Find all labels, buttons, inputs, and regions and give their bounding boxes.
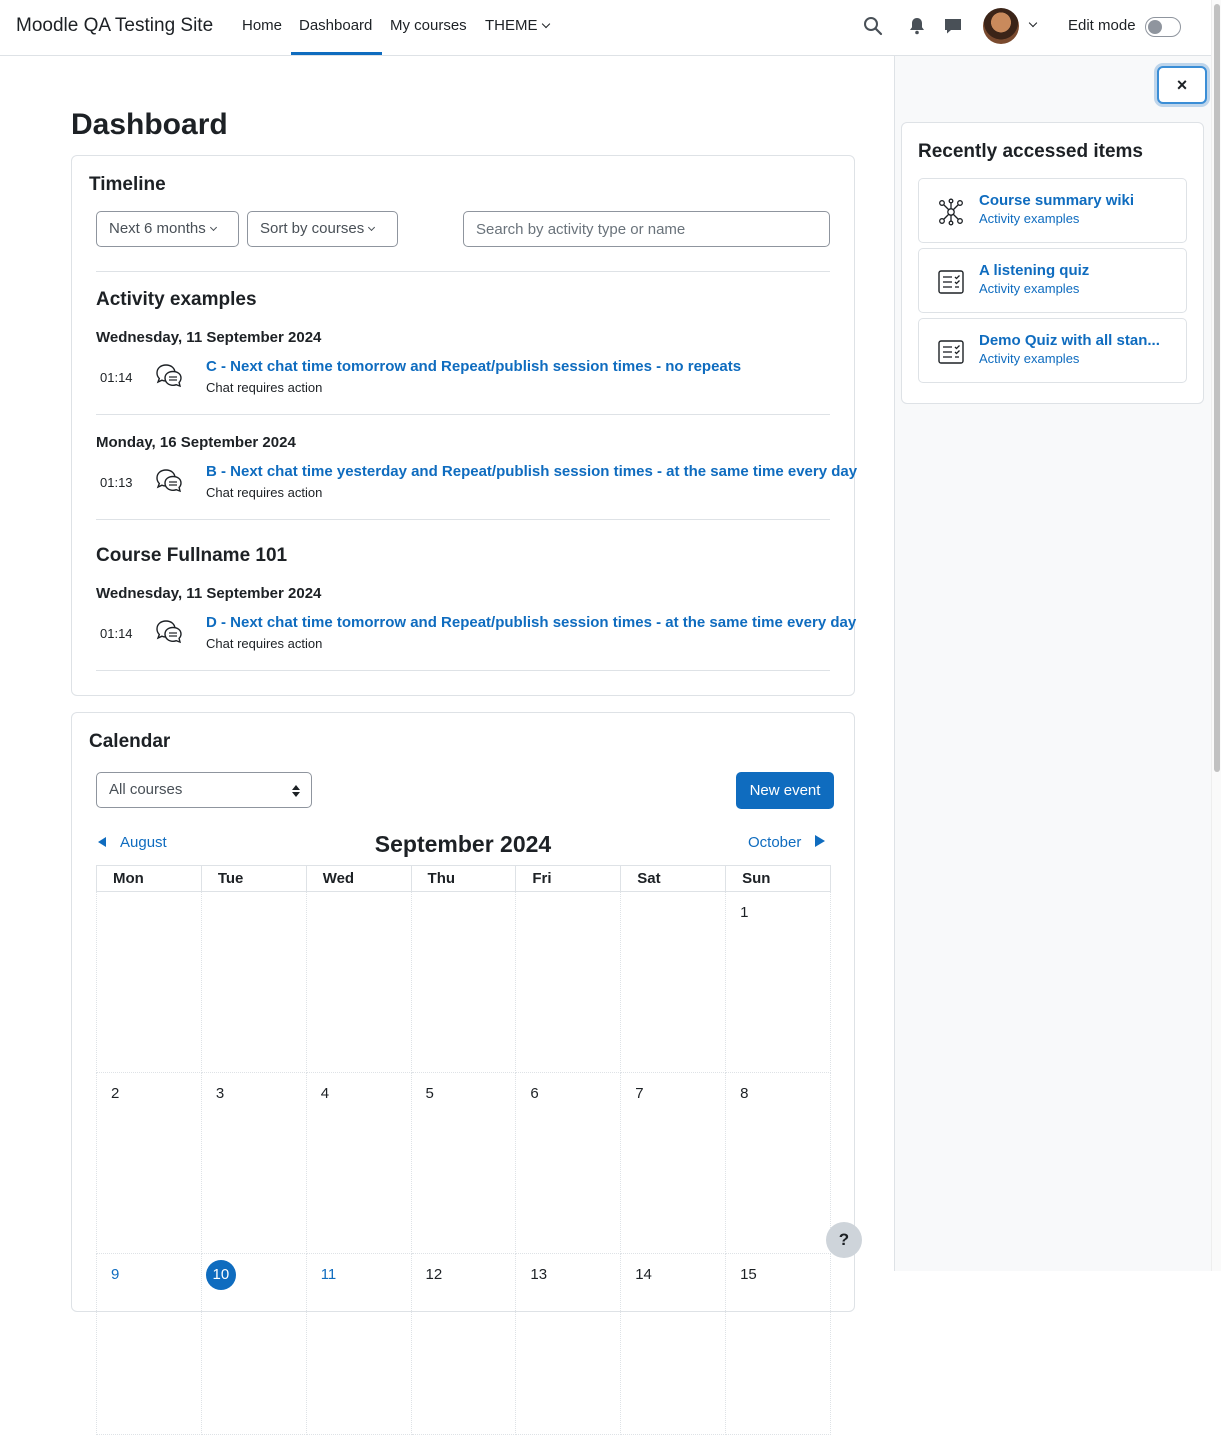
recent-item[interactable] [918, 318, 1187, 383]
calendar-course-select[interactable] [96, 772, 312, 808]
chevron-down-icon [210, 224, 217, 231]
recent-item[interactable] [918, 248, 1187, 313]
recent-items-block [901, 122, 1204, 404]
timeline-date: Wednesday, 11 September 2024 [96, 585, 322, 602]
calendar-day[interactable]: 13 [516, 1254, 621, 1435]
nav-active-indicator [291, 52, 382, 55]
messages-icon[interactable] [943, 16, 963, 36]
chevron-down-icon [541, 20, 549, 28]
calendar-day[interactable]: 1 [726, 892, 831, 1073]
calendar-title: Calendar [89, 731, 171, 752]
recent-item-course: Activity examples [979, 351, 1080, 366]
quiz-icon [937, 268, 965, 296]
weekday-header: Wed [306, 866, 411, 892]
calendar-day[interactable] [201, 892, 306, 1073]
divider [96, 271, 830, 272]
divider [96, 670, 830, 671]
chat-icon [154, 617, 184, 647]
course-select-label: All courses [109, 781, 183, 798]
calendar-day[interactable]: 7 [621, 1073, 726, 1254]
nav-theme-label: THEME [485, 17, 538, 34]
recent-item-course: Activity examples [979, 281, 1080, 296]
timeline-date: Wednesday, 11 September 2024 [96, 329, 322, 346]
event-time: 01:14 [100, 626, 133, 641]
timeline-course-name: Course Fullname 101 [96, 545, 288, 566]
calendar-day[interactable]: 15 [726, 1254, 831, 1435]
event-action: Chat requires action [206, 485, 323, 500]
timeline-date: Monday, 16 September 2024 [96, 434, 296, 451]
chevron-down-icon [368, 224, 375, 231]
user-menu-chevron-down-icon[interactable] [1029, 19, 1037, 27]
navbar [0, 0, 1211, 56]
quiz-icon [937, 338, 965, 366]
weekday-header: Tue [201, 866, 306, 892]
timeline-sort-filter[interactable] [247, 211, 398, 247]
timeline-title: Timeline [89, 174, 166, 195]
calendar-day[interactable]: 11 [306, 1254, 411, 1435]
right-drawer [894, 56, 1211, 1271]
calendar-block [71, 712, 855, 1312]
recent-item-course: Activity examples [979, 211, 1080, 226]
divider [96, 519, 830, 520]
calendar-day[interactable] [306, 892, 411, 1073]
nav-my-courses[interactable]: My courses [390, 17, 467, 34]
edit-mode-label: Edit mode [1068, 17, 1136, 34]
toggle-knob [1148, 20, 1162, 34]
weekday-header: Sun [726, 866, 831, 892]
timeline-block [71, 155, 858, 696]
calendar-day[interactable]: 12 [411, 1254, 516, 1435]
next-month-link[interactable] [748, 834, 825, 851]
nav-dashboard[interactable]: Dashboard [299, 17, 373, 34]
weekday-header: Thu [411, 866, 516, 892]
new-event-button[interactable]: New event [736, 772, 834, 809]
recent-items-title: Recently accessed items [918, 141, 1143, 162]
calendar-day[interactable] [411, 892, 516, 1073]
close-drawer-button[interactable]: × [1157, 66, 1207, 104]
calendar-day[interactable]: 8 [726, 1073, 831, 1254]
chat-icon [154, 361, 184, 391]
chat-icon [154, 466, 184, 496]
event-link[interactable]: D - Next chat time tomorrow and Repeat/publish session times - at the same time every day [206, 614, 857, 631]
event-link[interactable]: B - Next chat time yesterday and Repeat/publish session times - at the same time every day [206, 463, 858, 480]
edit-mode-toggle[interactable] [1145, 17, 1181, 37]
weekday-header: Sat [621, 866, 726, 892]
page-scrollbar[interactable] [1211, 0, 1221, 1271]
calendar-day[interactable]: 5 [411, 1073, 516, 1254]
recent-item-name: A listening quiz [979, 262, 1090, 279]
recent-item-name: Demo Quiz with all stan... [979, 332, 1160, 349]
timeline-course-name: Activity examples [96, 289, 257, 310]
event-time: 01:13 [100, 475, 133, 490]
recent-item[interactable] [918, 178, 1187, 243]
help-button[interactable]: ? [826, 1222, 862, 1258]
today-marker: 10 [206, 1260, 236, 1290]
calendar-day[interactable]: 2 [97, 1073, 202, 1254]
user-avatar[interactable] [983, 8, 1019, 44]
event-time: 01:14 [100, 370, 133, 385]
page-title: Dashboard [71, 108, 228, 141]
wiki-icon [937, 198, 965, 226]
select-arrows-icon [291, 784, 301, 798]
timeline-day-filter[interactable] [96, 211, 239, 247]
notifications-bell-icon[interactable] [907, 16, 927, 36]
prev-month-label: August [120, 834, 167, 851]
event-action: Chat requires action [206, 636, 323, 651]
event-action: Chat requires action [206, 380, 323, 395]
search-icon[interactable] [863, 16, 883, 36]
timeline-search-input[interactable] [463, 211, 830, 247]
site-brand[interactable]: Moodle QA Testing Site [16, 15, 214, 36]
weekday-header: Fri [516, 866, 621, 892]
nav-theme-menu[interactable] [485, 17, 549, 34]
recent-item-name: Course summary wiki [979, 192, 1135, 209]
weekday-header: Mon [97, 866, 202, 892]
calendar-day[interactable]: 4 [306, 1073, 411, 1254]
calendar-grid [96, 865, 831, 1435]
calendar-day[interactable] [621, 892, 726, 1073]
scrollbar-thumb[interactable] [1214, 4, 1220, 772]
calendar-day[interactable]: 3 [201, 1073, 306, 1254]
nav-home[interactable]: Home [242, 17, 283, 34]
event-link[interactable]: C - Next chat time tomorrow and Repeat/publish session times - no repeats [206, 358, 742, 375]
calendar-day-today[interactable] [201, 1254, 306, 1435]
calendar-day[interactable] [97, 892, 202, 1073]
calendar-day[interactable]: 14 [621, 1254, 726, 1435]
calendar-day[interactable]: 9 [97, 1254, 202, 1435]
calendar-day[interactable]: 6 [516, 1073, 621, 1254]
day-filter-label: Next 6 months [109, 220, 206, 237]
arrow-right-icon [815, 835, 825, 847]
divider [96, 414, 830, 415]
sort-filter-label: Sort by courses [260, 220, 365, 237]
next-month-label: October [748, 834, 802, 851]
calendar-day[interactable] [516, 892, 621, 1073]
month-title: September 2024 [374, 831, 552, 857]
